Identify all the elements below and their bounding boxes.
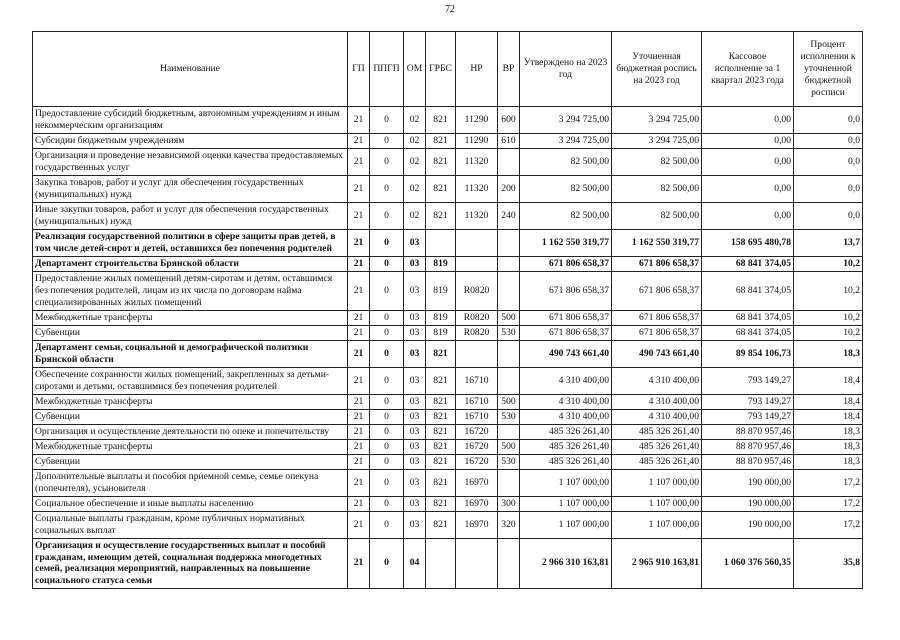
cell-vr: 320	[498, 511, 520, 538]
cell-cash: 0,00	[702, 107, 794, 134]
cell-vr: 530	[498, 454, 520, 469]
cell-ppgp: 0	[370, 229, 404, 256]
cell-om: 02	[404, 133, 426, 148]
cell-np: 16710	[456, 409, 498, 424]
cell-vr: 240	[498, 202, 520, 229]
cell-approved: 490 743 661,40	[520, 340, 612, 367]
cell-vr: 200	[498, 175, 520, 202]
cell-refined: 4 310 400,00	[612, 394, 702, 409]
cell-approved: 671 806 658,37	[520, 310, 612, 325]
cell-vr: 500	[498, 310, 520, 325]
cell-approved: 671 806 658,37	[520, 271, 612, 310]
cell-ppgp: 0	[370, 496, 404, 511]
table-row	[33, 538, 863, 589]
cell-ppgp: 0	[370, 511, 404, 538]
cell-refined: 671 806 658,37	[612, 256, 702, 271]
cell-cash: 793 149,27	[702, 367, 794, 394]
cell-vr	[498, 256, 520, 271]
cell-approved: 671 806 658,37	[520, 256, 612, 271]
table-body	[33, 107, 863, 589]
cell-name: Предоставление субсидий бюджетным, автономным учреждениям и иным некоммерческим организациям	[33, 107, 348, 134]
cell-refined: 1 107 000,00	[612, 469, 702, 496]
cell-refined: 485 326 261,40	[612, 424, 702, 439]
cell-name: Межбюджетные трансферты	[33, 394, 348, 409]
cell-approved: 3 294 725,00	[520, 133, 612, 148]
cell-ppgp: 0	[370, 454, 404, 469]
cell-approved: 485 326 261,40	[520, 454, 612, 469]
cell-ppgp: 0	[370, 367, 404, 394]
cell-om: 03	[404, 229, 426, 256]
cell-name: Субвенции	[33, 325, 348, 340]
cell-refined: 3 294 725,00	[612, 107, 702, 134]
cell-refined: 485 326 261,40	[612, 454, 702, 469]
cell-name: Организация и проведение независимой оценки качества предоставляемых государственных услуг	[33, 148, 348, 175]
cell-grbs: 821	[426, 469, 456, 496]
header-refined: Уточненная бюджетная роспись на 2023 год	[612, 32, 702, 107]
cell-om: 03	[404, 496, 426, 511]
cell-cash: 0,00	[702, 133, 794, 148]
cell-cash: 0,00	[702, 175, 794, 202]
cell-ppgp: 0	[370, 340, 404, 367]
cell-np: 16720	[456, 439, 498, 454]
cell-vr	[498, 469, 520, 496]
cell-om: 02	[404, 148, 426, 175]
cell-refined: 82 500,00	[612, 202, 702, 229]
cell-name: Закупка товаров, работ и услуг для обеспечения государственных (муниципальных) нужд	[33, 175, 348, 202]
table-row	[33, 325, 863, 340]
table-row	[33, 439, 863, 454]
cell-gp: 21	[348, 229, 370, 256]
cell-gp: 21	[348, 511, 370, 538]
table-row	[33, 469, 863, 496]
cell-percent: 35,8	[794, 538, 863, 589]
cell-percent: 18,4	[794, 394, 863, 409]
cell-om: 03	[404, 325, 426, 340]
cell-np: 16970	[456, 496, 498, 511]
cell-np: 16710	[456, 394, 498, 409]
cell-approved: 82 500,00	[520, 148, 612, 175]
cell-refined: 1 107 000,00	[612, 496, 702, 511]
cell-np: 16970	[456, 511, 498, 538]
cell-ppgp: 0	[370, 409, 404, 424]
cell-cash: 0,00	[702, 202, 794, 229]
cell-om: 03	[404, 469, 426, 496]
cell-ppgp: 0	[370, 107, 404, 134]
cell-vr: 500	[498, 439, 520, 454]
cell-gp: 21	[348, 439, 370, 454]
table-row	[33, 310, 863, 325]
header-vr: ВР	[498, 32, 520, 107]
cell-om: 03	[404, 367, 426, 394]
cell-ppgp: 0	[370, 133, 404, 148]
cell-grbs: 821	[426, 454, 456, 469]
cell-gp: 21	[348, 454, 370, 469]
cell-vr	[498, 271, 520, 310]
cell-om: 02	[404, 175, 426, 202]
cell-approved: 4 310 400,00	[520, 409, 612, 424]
cell-refined: 2 965 910 163,81	[612, 538, 702, 589]
header-gp: ГП	[348, 32, 370, 107]
cell-approved: 1 107 000,00	[520, 511, 612, 538]
cell-ppgp: 0	[370, 310, 404, 325]
cell-approved: 3 294 725,00	[520, 107, 612, 134]
header-om: ОМ	[404, 32, 426, 107]
cell-vr	[498, 424, 520, 439]
cell-np: 16970	[456, 469, 498, 496]
cell-name: Департамент строительства Брянской области	[33, 256, 348, 271]
cell-refined: 1 162 550 319,77	[612, 229, 702, 256]
cell-np: 16710	[456, 367, 498, 394]
table-row	[33, 409, 863, 424]
cell-gp: 21	[348, 256, 370, 271]
cell-np: 11290	[456, 107, 498, 134]
cell-np: R0820	[456, 271, 498, 310]
cell-gp: 21	[348, 538, 370, 589]
cell-name: Обеспечение сохранности жилых помещений, закрепленных за детьми-сиротами и детьми, оставшимися без попечения родителей	[33, 367, 348, 394]
cell-ppgp: 0	[370, 148, 404, 175]
cell-percent: 18,3	[794, 340, 863, 367]
cell-cash: 88 870 957,46	[702, 454, 794, 469]
cell-gp: 21	[348, 148, 370, 175]
cell-np: 11290	[456, 133, 498, 148]
cell-cash: 190 000,00	[702, 469, 794, 496]
cell-grbs: 821	[426, 511, 456, 538]
cell-refined: 1 107 000,00	[612, 511, 702, 538]
cell-grbs: 819	[426, 271, 456, 310]
cell-cash: 68 841 374,05	[702, 256, 794, 271]
cell-grbs	[426, 538, 456, 589]
table-row	[33, 271, 863, 310]
cell-grbs	[426, 229, 456, 256]
cell-cash: 68 841 374,05	[702, 271, 794, 310]
cell-gp: 21	[348, 133, 370, 148]
header-cash: Кассовое исполнение за 1 квартал 2023 года	[702, 32, 794, 107]
cell-ppgp: 0	[370, 424, 404, 439]
table-row	[33, 454, 863, 469]
cell-refined: 4 310 400,00	[612, 409, 702, 424]
cell-vr: 600	[498, 107, 520, 134]
cell-vr: 500	[498, 394, 520, 409]
cell-percent: 10,2	[794, 310, 863, 325]
cell-percent: 10,2	[794, 271, 863, 310]
cell-gp: 21	[348, 469, 370, 496]
cell-name: Предоставление жилых помещений детям-сиротам и детям, оставшимся без попечения родителей, лицам из их числа по договорам найма специализированных жилых помещений	[33, 271, 348, 310]
cell-cash: 190 000,00	[702, 496, 794, 511]
cell-refined: 4 310 400,00	[612, 367, 702, 394]
cell-name: Дополнительные выплаты и пособия приемной семье, семье опекуна (попечителя), усыновителя	[33, 469, 348, 496]
table-row	[33, 511, 863, 538]
table-row	[33, 256, 863, 271]
cell-cash: 68 841 374,05	[702, 325, 794, 340]
cell-grbs: 821	[426, 340, 456, 367]
header-percent: Процент исполнения к уточненной бюджетной росписи	[794, 32, 863, 107]
cell-om: 03	[404, 409, 426, 424]
header-ppgp: ППГП	[370, 32, 404, 107]
cell-percent: 0,0	[794, 133, 863, 148]
cell-om: 03	[404, 511, 426, 538]
cell-vr	[498, 538, 520, 589]
cell-name: Социальные выплаты гражданам, кроме публичных нормативных социальных выплат	[33, 511, 348, 538]
cell-np: R0820	[456, 325, 498, 340]
cell-approved: 4 310 400,00	[520, 394, 612, 409]
cell-om: 03	[404, 340, 426, 367]
cell-refined: 671 806 658,37	[612, 325, 702, 340]
table-row	[33, 107, 863, 134]
cell-cash: 793 149,27	[702, 394, 794, 409]
cell-vr: 300	[498, 496, 520, 511]
cell-approved: 2 966 310 163,81	[520, 538, 612, 589]
cell-refined: 82 500,00	[612, 175, 702, 202]
cell-om: 02	[404, 107, 426, 134]
cell-vr	[498, 229, 520, 256]
cell-np: 11320	[456, 175, 498, 202]
cell-refined: 671 806 658,37	[612, 271, 702, 310]
cell-approved: 4 310 400,00	[520, 367, 612, 394]
cell-np	[456, 229, 498, 256]
cell-gp: 21	[348, 424, 370, 439]
cell-cash: 158 695 480,78	[702, 229, 794, 256]
cell-refined: 485 326 261,40	[612, 439, 702, 454]
table-row	[33, 367, 863, 394]
cell-ppgp: 0	[370, 469, 404, 496]
cell-cash: 68 841 374,05	[702, 310, 794, 325]
cell-cash: 0,00	[702, 148, 794, 175]
cell-ppgp: 0	[370, 271, 404, 310]
cell-name: Департамент семьи, социальной и демографической политики Брянской области	[33, 340, 348, 367]
cell-percent: 17,2	[794, 511, 863, 538]
header-np: НР	[456, 32, 498, 107]
cell-percent: 0,0	[794, 107, 863, 134]
cell-cash: 88 870 957,46	[702, 439, 794, 454]
cell-vr: 610	[498, 133, 520, 148]
cell-om: 04	[404, 538, 426, 589]
cell-grbs: 821	[426, 133, 456, 148]
table-row	[33, 133, 863, 148]
cell-vr: 530	[498, 409, 520, 424]
page-number: 72	[445, 4, 455, 15]
cell-ppgp: 0	[370, 202, 404, 229]
cell-grbs: 821	[426, 175, 456, 202]
cell-ppgp: 0	[370, 175, 404, 202]
cell-cash: 190 000,00	[702, 511, 794, 538]
cell-approved: 485 326 261,40	[520, 439, 612, 454]
cell-approved: 1 107 000,00	[520, 496, 612, 511]
cell-grbs: 821	[426, 202, 456, 229]
cell-cash: 88 870 957,46	[702, 424, 794, 439]
cell-om: 03	[404, 394, 426, 409]
cell-grbs: 821	[426, 148, 456, 175]
cell-grbs: 821	[426, 367, 456, 394]
cell-approved: 671 806 658,37	[520, 325, 612, 340]
cell-name: Организация и осуществление деятельности по опеке и попечительству	[33, 424, 348, 439]
cell-percent: 18,4	[794, 367, 863, 394]
cell-gp: 21	[348, 107, 370, 134]
cell-approved: 82 500,00	[520, 175, 612, 202]
cell-cash: 793 149,27	[702, 409, 794, 424]
cell-percent: 18,4	[794, 409, 863, 424]
cell-name: Субвенции	[33, 409, 348, 424]
cell-gp: 21	[348, 271, 370, 310]
cell-np: 16720	[456, 424, 498, 439]
cell-percent: 0,0	[794, 202, 863, 229]
cell-approved: 1 107 000,00	[520, 469, 612, 496]
cell-approved: 485 326 261,40	[520, 424, 612, 439]
cell-grbs: 821	[426, 394, 456, 409]
cell-ppgp: 0	[370, 256, 404, 271]
cell-np	[456, 340, 498, 367]
cell-om: 03	[404, 271, 426, 310]
cell-vr	[498, 148, 520, 175]
cell-vr	[498, 340, 520, 367]
cell-percent: 0,0	[794, 175, 863, 202]
cell-gp: 21	[348, 325, 370, 340]
cell-name: Субсидии бюджетным учреждениям	[33, 133, 348, 148]
cell-grbs: 819	[426, 256, 456, 271]
cell-gp: 21	[348, 310, 370, 325]
cell-name: Социальное обеспечение и иные выплаты населению	[33, 496, 348, 511]
cell-ppgp: 0	[370, 325, 404, 340]
cell-approved: 82 500,00	[520, 202, 612, 229]
cell-np	[456, 538, 498, 589]
cell-om: 02	[404, 202, 426, 229]
cell-cash: 1 060 376 560,35	[702, 538, 794, 589]
table-row	[33, 175, 863, 202]
cell-np: 11320	[456, 202, 498, 229]
cell-refined: 490 743 661,40	[612, 340, 702, 367]
cell-om: 03	[404, 424, 426, 439]
budget-table	[32, 31, 863, 589]
cell-grbs: 819	[426, 325, 456, 340]
cell-np: 16720	[456, 454, 498, 469]
table-row	[33, 394, 863, 409]
cell-om: 03	[404, 439, 426, 454]
cell-om: 03	[404, 256, 426, 271]
table-row	[33, 148, 863, 175]
cell-percent: 17,2	[794, 496, 863, 511]
cell-grbs: 821	[426, 424, 456, 439]
cell-grbs: 819	[426, 310, 456, 325]
cell-ppgp: 0	[370, 439, 404, 454]
cell-np	[456, 256, 498, 271]
cell-gp: 21	[348, 175, 370, 202]
cell-name: Межбюджетные трансферты	[33, 439, 348, 454]
header-approved: Утверждено на 2023 год	[520, 32, 612, 107]
cell-np: 11320	[456, 148, 498, 175]
cell-percent: 18,3	[794, 439, 863, 454]
cell-om: 03	[404, 310, 426, 325]
cell-ppgp: 0	[370, 538, 404, 589]
cell-grbs: 821	[426, 439, 456, 454]
cell-gp: 21	[348, 202, 370, 229]
table-row	[33, 229, 863, 256]
cell-refined: 82 500,00	[612, 148, 702, 175]
cell-percent: 0,0	[794, 148, 863, 175]
cell-percent: 13,7	[794, 229, 863, 256]
cell-cash: 89 854 106,73	[702, 340, 794, 367]
cell-refined: 3 294 725,00	[612, 133, 702, 148]
cell-grbs: 821	[426, 409, 456, 424]
cell-name: Реализация государственной политики в сфере защиты прав детей, в том числе детей-сирот и детей, оставшихся без попечения родителей	[33, 229, 348, 256]
cell-gp: 21	[348, 496, 370, 511]
cell-gp: 21	[348, 394, 370, 409]
cell-percent: 10,2	[794, 256, 863, 271]
cell-percent: 17,2	[794, 469, 863, 496]
cell-ppgp: 0	[370, 394, 404, 409]
cell-grbs: 821	[426, 496, 456, 511]
cell-grbs: 821	[426, 107, 456, 134]
table-row	[33, 496, 863, 511]
cell-vr: 530	[498, 325, 520, 340]
table-row	[33, 340, 863, 367]
cell-om: 03	[404, 454, 426, 469]
cell-name: Субвенции	[33, 454, 348, 469]
table-row	[33, 424, 863, 439]
cell-refined: 671 806 658,37	[612, 310, 702, 325]
cell-approved: 1 162 550 319,77	[520, 229, 612, 256]
cell-name: Межбюджетные трансферты	[33, 310, 348, 325]
cell-gp: 21	[348, 367, 370, 394]
cell-np: R0820	[456, 310, 498, 325]
cell-percent: 10,2	[794, 325, 863, 340]
header-row	[33, 32, 863, 107]
cell-percent: 18,3	[794, 454, 863, 469]
cell-name: Иные закупки товаров, работ и услуг для обеспечения государственных (муниципальных) нужд	[33, 202, 348, 229]
cell-percent: 18,3	[794, 424, 863, 439]
cell-gp: 21	[348, 340, 370, 367]
cell-gp: 21	[348, 409, 370, 424]
cell-vr	[498, 367, 520, 394]
header-name: Наименование	[33, 32, 348, 107]
cell-name: Организация и осуществление государственных выплат и пособий гражданам, имеющим детей, социальная поддержка многодетных семей, реализация мероприятий, направленных на повышение социального статуса семьи	[33, 538, 348, 589]
table-row	[33, 202, 863, 229]
header-grbs: ГРБС	[426, 32, 456, 107]
